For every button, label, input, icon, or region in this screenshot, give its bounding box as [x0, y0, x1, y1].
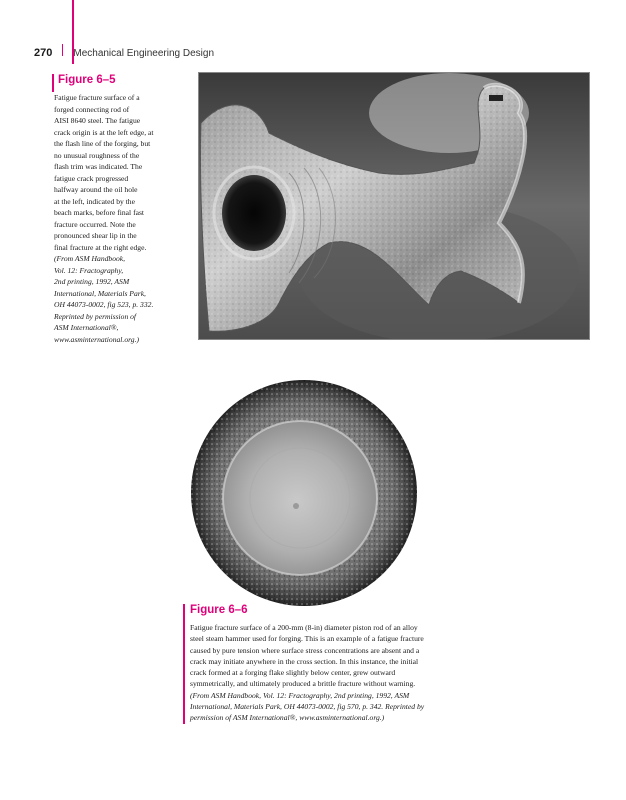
- caption-line: AISI 8640 steel. The fatigue: [54, 116, 141, 125]
- citation-line: ASM International®,: [54, 323, 119, 332]
- caption-line: caused by pure tension where surface stress concentrations are absent and a: [190, 645, 420, 655]
- caption-line: fracture occurred. Note the: [54, 219, 136, 229]
- caption-line: final fracture at the right edge.: [54, 242, 147, 252]
- caption-line: no unusual roughness of the: [54, 150, 140, 160]
- caption-line: crack formed at a forging flake slightly below center, grew outward: [190, 668, 396, 678]
- citation-line: www.asminternational.org.): [54, 334, 140, 344]
- caption-line: symmetrically, and ultimately produced a brittle fracture without warning.: [190, 679, 416, 689]
- citation-line: Vol. 12: Fractography,: [54, 265, 124, 275]
- caption-line: fatigue crack progressed: [54, 173, 129, 183]
- caption-line: pronounced shear lip in the: [54, 231, 137, 240]
- citation-line: (From ASM Handbook, Vol. 12: Fractography, 2nd printing, 1992, ASM: [190, 690, 410, 700]
- citation-line: International, Materials Park,: [54, 288, 146, 298]
- figure-6-5-label: Figure 6–5: [58, 74, 116, 86]
- caption-line: halfway around the oil hole: [54, 185, 138, 194]
- connecting-rod-fracture-photo: [198, 72, 590, 340]
- citation-line: OH 44073-0002, fig 523, p. 332.: [54, 300, 154, 309]
- figure-6-5-caption: [52, 74, 194, 345]
- figure-6-6-caption: [183, 604, 490, 724]
- caption-line: Fatigue fracture surface of a 200-mm (8-in) diameter piston rod of an alloy: [190, 623, 418, 632]
- caption-line: crack origin is at the left edge, at: [54, 127, 154, 137]
- caption-line: forged connecting rod of: [54, 104, 130, 114]
- book-title: Mechanical Engineering Design: [73, 48, 214, 59]
- caption-line: the flash line of the forging, but: [54, 139, 151, 148]
- citation-line: permission of ASM International®, www.asminternational.org.): [190, 713, 385, 723]
- page-number: 270: [34, 47, 53, 59]
- caption-line: at the left, indicated by the: [54, 196, 135, 206]
- caption-line: flash trim was indicated. The: [54, 162, 143, 171]
- citation-line: (From ASM Handbook,: [54, 254, 126, 263]
- caption-line: crack may initiate anywhere in the cross section. In this instance, the initial: [190, 656, 419, 666]
- citation-line: International, Materials Park, OH 44073-0002, fig 570, p. 342. Reprinted by: [190, 702, 425, 712]
- piston-rod-fracture-photo: [186, 378, 422, 608]
- citation-line: 2nd printing, 1992, ASM: [54, 277, 130, 286]
- citation-line: Reprinted by permission of: [54, 311, 137, 321]
- figure-6-6-label: Figure 6–6: [190, 604, 248, 616]
- caption-line: beach marks, before final fast: [54, 208, 145, 217]
- caption-line: Fatigue fracture surface of a: [54, 93, 140, 102]
- header-divider: [62, 44, 63, 56]
- caption-line: steel steam hammer used for forging. This is an example of a fatigue fracture: [190, 634, 424, 644]
- running-header: [34, 44, 214, 59]
